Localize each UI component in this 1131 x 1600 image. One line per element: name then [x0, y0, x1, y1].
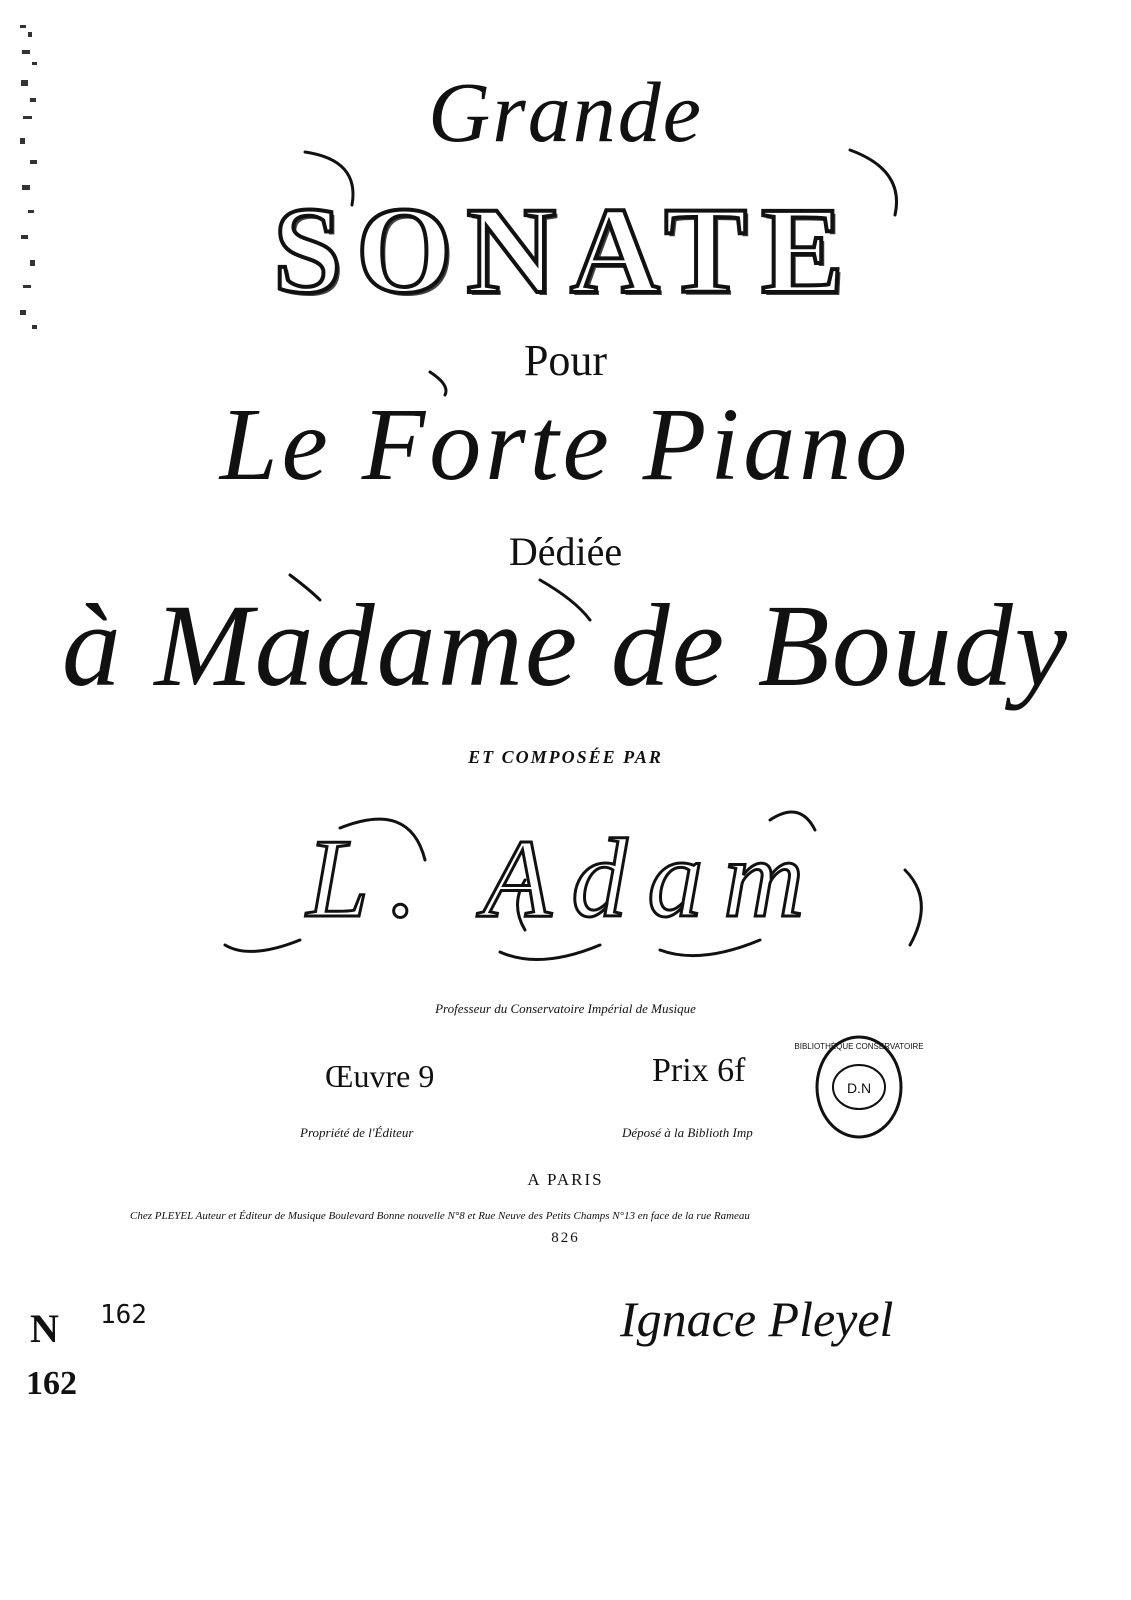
stamp-ring-text: BIBLIOTHÈQUE CONSERVATOIRE: [794, 1042, 924, 1051]
signature: Ignace Pleyel: [620, 1291, 894, 1347]
price: Prix 6f: [652, 1052, 746, 1089]
shelf-letter: N: [30, 1306, 59, 1351]
shelf-number-cut: 162: [26, 1365, 77, 1402]
library-stamp: [794, 1035, 924, 1140]
opus-number: Œuvre 9: [325, 1058, 435, 1094]
dedicatee: à Madame de Boudy: [61, 580, 1070, 711]
composer-title: Professeur du Conservatoire Impérial de Musique: [435, 1001, 696, 1016]
shelf-number: 162: [100, 1300, 147, 1330]
title-grande: Grande: [428, 64, 703, 160]
publisher-address: Chez PLEYEL Auteur et Éditeur de Musique Boulevard Bonne nouvelle N°8 et Rue Neuve des Petits Champs N°13 en face de la rue Rameau: [130, 1210, 750, 1222]
title-forte-piano: Le Forte Piano: [219, 387, 912, 502]
rights-left: Propriété de l'Éditeur: [300, 1125, 414, 1140]
title-pour: Pour: [523, 336, 608, 385]
stamp-center-text: D.N: [846, 1080, 872, 1096]
composed-by-label: ET COMPOSÉE PAR: [468, 747, 663, 767]
title-sonate: SONATE: [273, 182, 858, 319]
rights-right: Déposé à la Biblioth Imp: [622, 1125, 753, 1140]
composer-name: L. Adam: [306, 817, 825, 941]
title-dediee: Dédiée: [508, 529, 623, 574]
plate-number: 826: [551, 1230, 580, 1246]
city: A PARIS: [527, 1170, 604, 1189]
